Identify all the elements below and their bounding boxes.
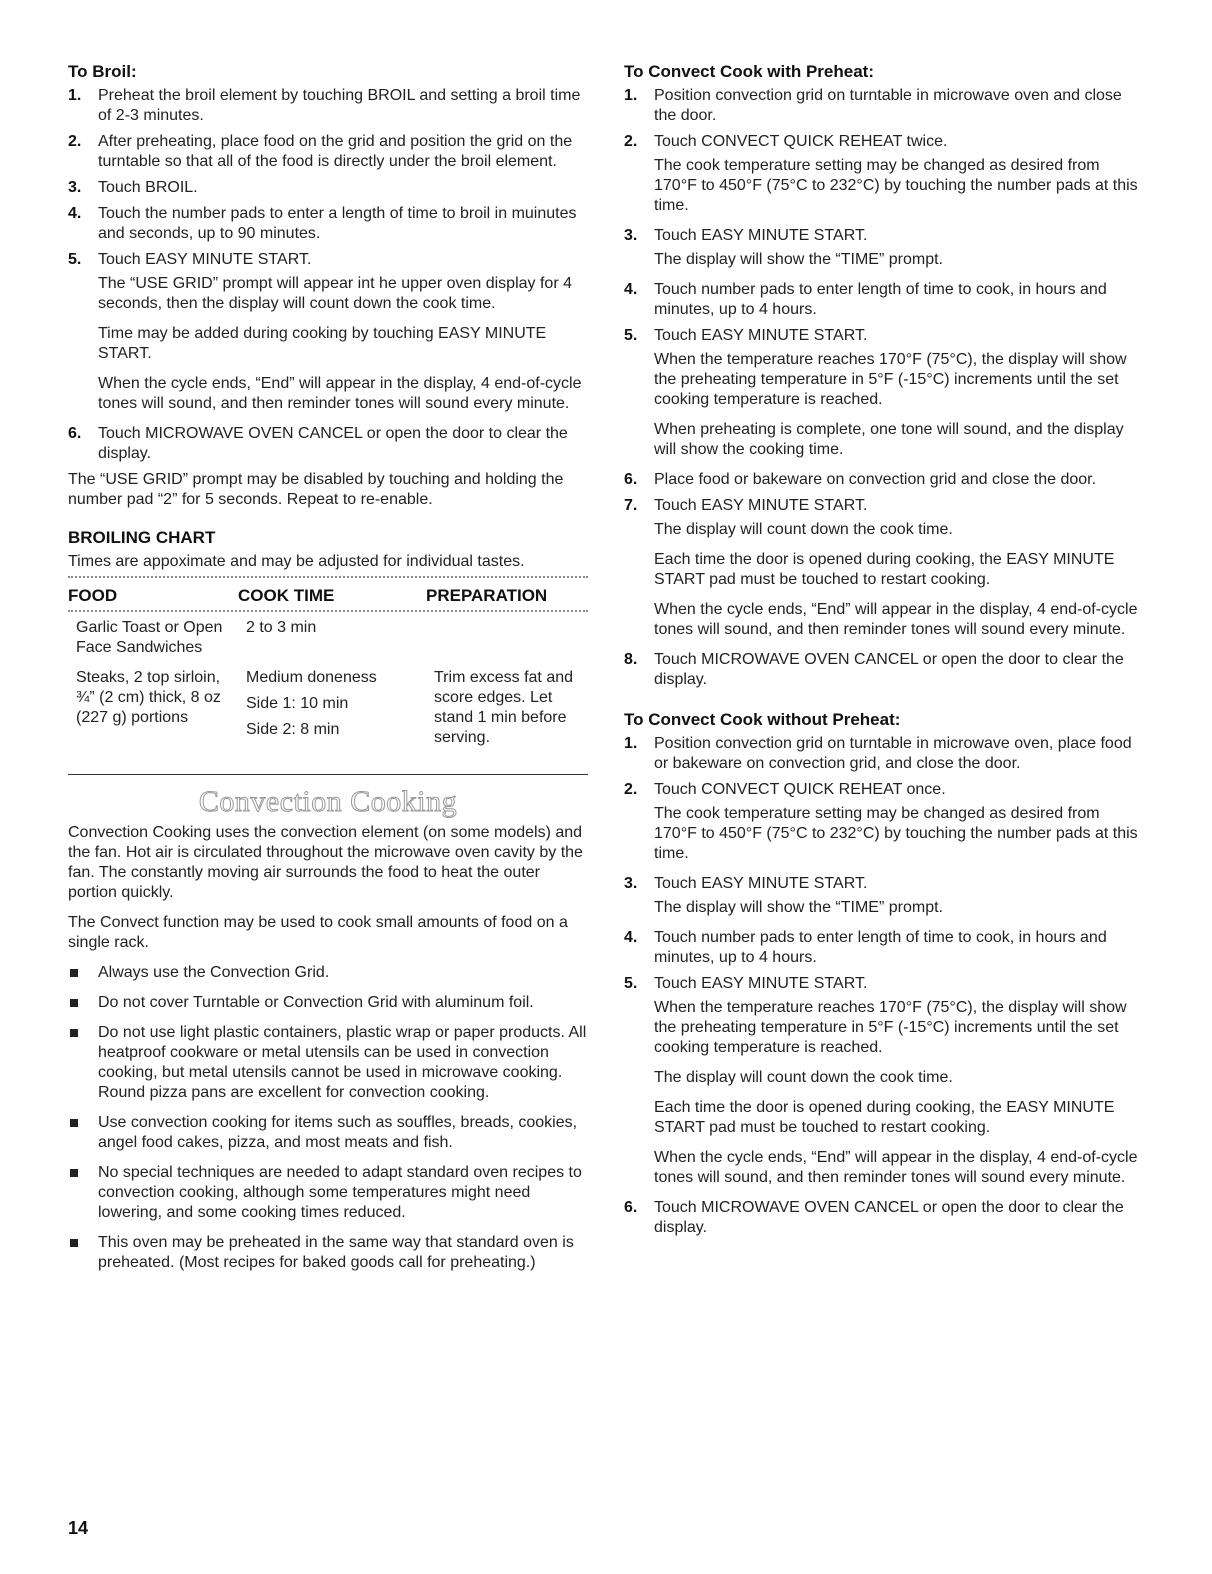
table-row [68, 618, 588, 668]
chart-header-food: FOOD [68, 586, 118, 605]
chart-header-cook-time: COOK TIME [238, 586, 335, 605]
convection-section-title: Convection Cooking [198, 785, 458, 818]
nopreheat-step-4: 4. Touch number pads to enter length of time to cook, in hours and minutes, up to 4 hours. [624, 929, 1107, 966]
page-number: 14 [68, 1518, 89, 1538]
preheat-step-7: 7. Touch EASY MINUTE START. The display will count down the cook time. Each time the door is opened during cooking, the EASY MINUTE START pad must be touched to restart cooking. When the cycle ends, “End” will appear in the display, 4 end-of-cycle tones will sound, and then reminder tones will sound every minute. [624, 497, 1138, 638]
chart-cell-time: Medium doneness Side 1: 10 min Side 2: 8 min [246, 669, 377, 738]
preheat-steps [624, 86, 1144, 690]
convection-para-1: Convection Cooking uses the convection element (on some models) and the fan. Hot air is circulated throughout the microwave oven cavity by the fan. The constantly moving air surrounds the food to heat the outer portion quickly. [68, 824, 583, 901]
section-divider [68, 774, 588, 775]
list-item: No special techniques are needed to adapt standard oven recipes to convection cooking, although some temperatures might need lowering, and some cooking times reduced. [68, 1163, 588, 1223]
table-row [68, 668, 588, 758]
broil-step-2: 2. After preheating, place food on the grid and position the grid on the turntable so that all of the food is directly under the broil element. [68, 133, 573, 170]
broil-steps [68, 86, 588, 464]
bullet-square-icon [70, 1239, 78, 1247]
chart-cell-time: 2 to 3 min [246, 619, 317, 636]
preheat-title: To Convect Cook with Preheat: [624, 62, 874, 81]
broil-title: To Broil: [68, 62, 137, 81]
nopreheat-step-5: 5. Touch EASY MINUTE START. When the temperature reaches 170°F (75°C), the display will show the preheating temperature in 5°F (-15°C) increments until the set cooking temperature is reached. The display will count down the cook time. Each time the door is opened during cooking, the EASY MINUTE START pad must be touched to restart cooking. When the cycle ends, “End” will appear in the display, 4 end-of-cycle tones will sound, and then reminder tones will sound every minute. [624, 975, 1138, 1186]
preheat-step-2: 2. Touch CONVECT QUICK REHEAT twice. The cook temperature setting may be changed as desired from 170°F to 450°F (75°C to 232°C) by touching the number pads at this time. [624, 133, 1138, 214]
broiling-chart-intro: Times are appoximate and may be adjusted for individual tastes. [68, 553, 525, 570]
chart-top-rule [68, 576, 588, 582]
chart-header-rule [68, 610, 588, 616]
broiling-chart-table [68, 584, 588, 758]
nopreheat-step-2: 2. Touch CONVECT QUICK REHEAT once. The cook temperature setting may be changed as desired from 170°F to 450°F (75°C to 232°C) by touching the number pads at this time. [624, 781, 1138, 862]
nopreheat-title: To Convect Cook without Preheat: [624, 710, 901, 729]
use-grid-note: The “USE GRID” prompt may be disabled by touching and holding the number pad “2” for 5 seconds. Repeat to re-enable. [68, 471, 564, 508]
list-item: Do not cover Turntable or Convection Grid with aluminum foil. [68, 993, 588, 1013]
left-column [68, 62, 588, 1283]
preheat-step-1: 1. Position convection grid on turntable in microwave oven and close the door. [624, 87, 1122, 124]
broil-step-4: 4. Touch the number pads to enter a length of time to broil in muinutes and seconds, up to 90 minutes. [68, 205, 577, 242]
chart-header-preparation: PREPARATION [426, 586, 548, 605]
chart-cell-prep: Trim excess fat and score edges. Let stand 1 min before serving. [434, 669, 574, 746]
broil-step5-note-1: The “USE GRID” prompt will appear int he upper oven display for 4 seconds, then the display will count down the cook time. [98, 275, 572, 312]
nopreheat-step-6: 6. Touch MICROWAVE OVEN CANCEL or open the door to clear the display. [624, 1199, 1124, 1236]
broiling-chart-title: BROILING CHART [68, 528, 216, 547]
chart-header-row [68, 584, 588, 608]
broil-step5-note-2: Time may be added during cooking by touching EASY MINUTE START. [98, 325, 547, 362]
nopreheat-step-3: 3. Touch EASY MINUTE START. The display will show the “TIME” prompt. [624, 875, 943, 916]
list-item: Use convection cooking for items such as souffles, breads, cookies, angel food cakes, pizza, and most meats and fish. [68, 1113, 588, 1153]
broil-step-5: 5. Touch EASY MINUTE START. The “USE GRID” prompt will appear int he upper oven display for 4 seconds, then the display will count down the cook time. Time may be added during cooking by touching EASY MINUTE START. When the cycle ends, “End” will appear in the display, 4 end-of-cycle tones will sound, and then reminder tones will sound every minute. [68, 250, 588, 414]
nopreheat-step-1: 1. Position convection grid on turntable in microwave oven, place food or bakeware on convection grid, and close the door. [624, 735, 1132, 772]
broil-step5-note-3: When the cycle ends, “End” will appear in the display, 4 end-of-cycle tones will sound, and then reminder tones will sound every minute. [98, 375, 582, 412]
bullet-square-icon [70, 1119, 78, 1127]
preheat-step-8: 8. Touch MICROWAVE OVEN CANCEL or open the door to clear the display. [624, 651, 1124, 688]
list-item: Always use the Convection Grid. [68, 963, 588, 983]
bullet-square-icon [70, 969, 78, 977]
right-column [624, 62, 1144, 1244]
broil-step-1: 1. Preheat the broil element by touching BROIL and setting a broil time of 2-3 minutes. [68, 87, 581, 124]
broil-step-6: 6. Touch MICROWAVE OVEN CANCEL or open the door to clear the display. [68, 425, 568, 462]
broil-step-3: 3. Touch BROIL. [68, 179, 198, 196]
preheat-step-6: 6. Place food or bakeware on convection grid and close the door. [624, 471, 1097, 488]
convection-para-2: The Convect function may be used to cook small amounts of food on a single rack. [68, 914, 568, 951]
preheat-step-5: 5. Touch EASY MINUTE START. When the temperature reaches 170°F (75°C), the display will show the preheating temperature in 5°F (-15°C) increments until the set cooking temperature is reached. When preheating is complete, one tone will sound, and the display will show the cooking time. [624, 327, 1127, 458]
chart-cell-food: Garlic Toast or Open Face Sandwiches [76, 619, 223, 656]
bullet-square-icon [70, 999, 78, 1007]
chart-cell-food: Steaks, 2 top sirloin, ¾” (2 cm) thick, 8 oz (227 g) portions [76, 669, 221, 726]
preheat-step-4: 4. Touch number pads to enter length of time to cook, in hours and minutes, up to 4 hours. [624, 281, 1107, 318]
bullet-square-icon [70, 1029, 78, 1037]
nopreheat-steps [624, 734, 1144, 1238]
chart-cell-prep [426, 618, 588, 668]
convection-bullets [68, 963, 588, 1273]
list-item: Do not use light plastic containers, plastic wrap or paper products. All heatproof cookware or metal utensils can be used in convection cooking, but metal utensils cannot be used in microwave cooking. Round pizza pans are excellent for convection cooking. [68, 1023, 588, 1103]
preheat-step-3: 3. Touch EASY MINUTE START. The display will show the “TIME” prompt. [624, 227, 943, 268]
list-item: This oven may be preheated in the same way that standard oven is preheated. (Most recipes for baked goods call for preheating.) [68, 1233, 588, 1273]
bullet-square-icon [70, 1169, 78, 1177]
